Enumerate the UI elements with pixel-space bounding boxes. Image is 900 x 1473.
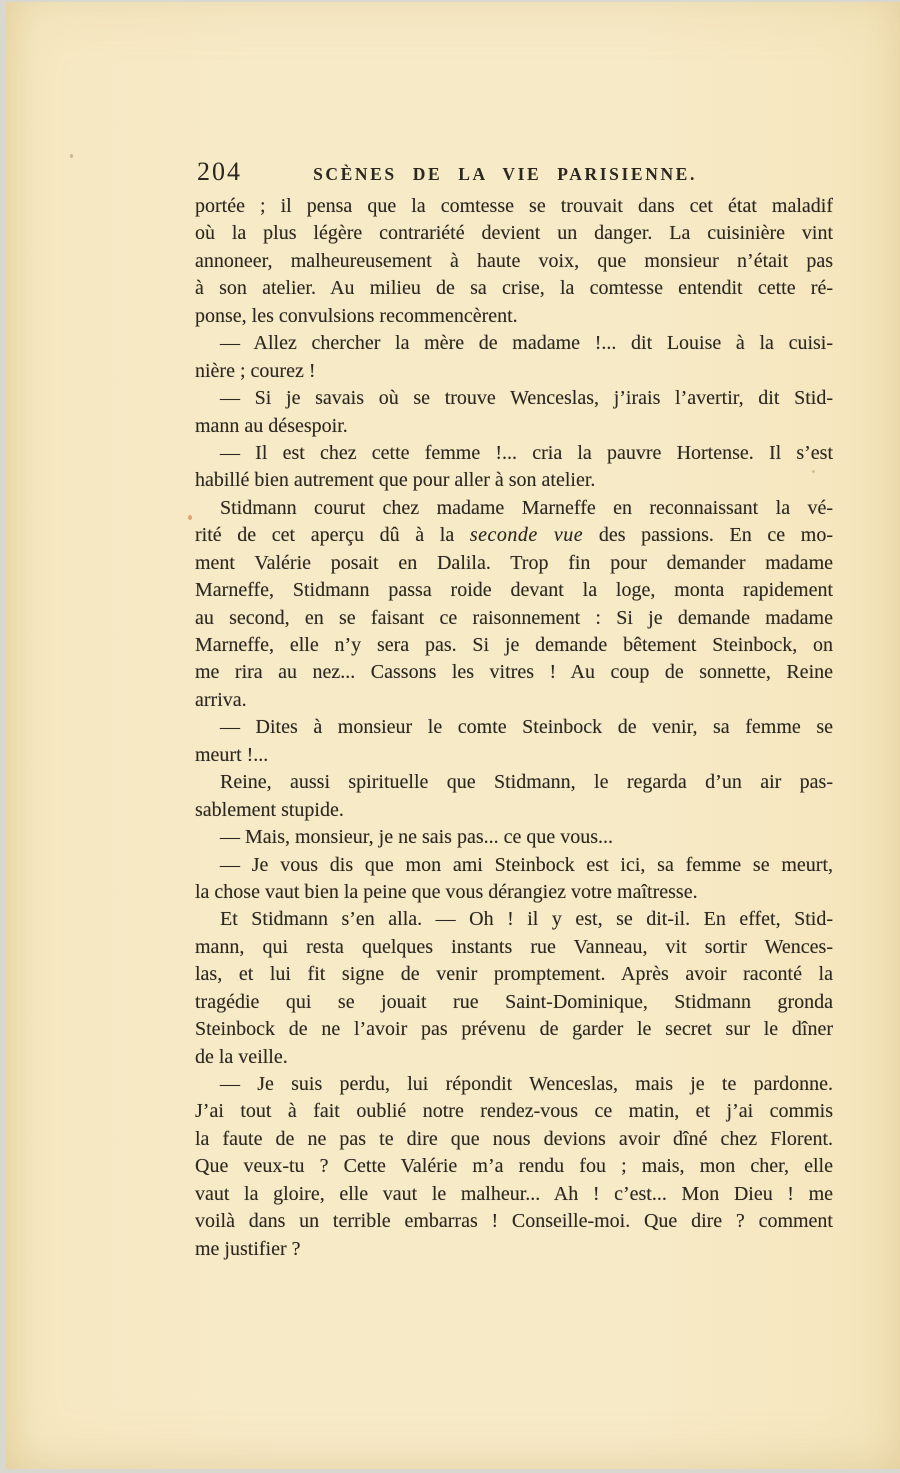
paragraph: [195, 714, 833, 769]
text-line: Reine, aussi spirituelle que Stidmann, le regarda d’un air pas-: [220, 771, 833, 794]
running-title: SCÈNES DE LA VIE PARISIENNE.: [313, 164, 697, 184]
text-line: portée ; il pensa que la comtesse se trouvait dans cet état maladif: [195, 195, 833, 217]
text-line: habillé bien autrement que pour aller à son atelier.: [195, 469, 596, 492]
paper-speck: [70, 154, 73, 158]
paragraph: [195, 330, 833, 385]
text-line: — Dites à monsieur le comte Steinbock de venir, sa femme se: [220, 716, 833, 739]
page-header: [195, 158, 833, 188]
text-line: Que veux-tu ? Cette Valérie m’a rendu fou ; mais, mon cher, elle: [195, 1155, 833, 1178]
text-line: nière ; courez !: [195, 359, 316, 382]
paragraph: [195, 495, 833, 715]
text-line: las, et lui fit signe de venir promptement. Après avoir raconté la: [195, 963, 833, 986]
text-line: me rira au nez... Cassons les vitres ! Au coup de sonnette, Reine: [195, 661, 833, 684]
text-line: Et Stidmann s’en alla. — Oh ! il y est, se dit-il. En effet, Stid-: [220, 908, 833, 931]
paper-speck: [188, 515, 192, 520]
text-line: — Allez chercher la mère de madame !... dit Louise à la cuisi-: [220, 332, 833, 355]
text-line: — Mais, monsieur, je ne sais pas... ce que vous...: [220, 826, 614, 849]
text-line: mann au désespoir.: [195, 414, 348, 437]
text-line: à son atelier. Au milieu de sa crise, la comtesse entendit cette ré-: [195, 277, 833, 300]
text-line: — Je suis perdu, lui répondit Wenceslas, mais je te pardonne.: [220, 1073, 833, 1095]
text-line: tragédie qui se jouait rue Saint-Dominique, Stidmann gronda: [195, 990, 833, 1013]
paragraph: [195, 852, 833, 907]
paragraph: [195, 1071, 833, 1263]
paragraph: [195, 769, 833, 824]
text-line: la chose vaut bien la peine que vous dérangiez votre maîtresse.: [195, 880, 698, 903]
text-line: sablement stupide.: [195, 798, 344, 821]
text-line: arriva.: [195, 688, 247, 711]
text-line: la faute de ne pas te dire que nous devions avoir dîné chez Florent.: [195, 1127, 833, 1150]
text-line: — Si je savais où se trouve Wenceslas, j’irais l’avertir, dit Stid-: [220, 387, 833, 410]
book-page: [6, 2, 900, 1469]
text-line: voilà dans un terrible embarras ! Conseille-moi. Que dire ? comment: [195, 1210, 833, 1233]
text-line: vaut la gloire, elle vaut le malheur... Ah ! c’est... Mon Dieu ! me: [195, 1182, 833, 1205]
text-line: Stidmann courut chez madame Marneffe en reconnaissant la vé-: [220, 496, 833, 519]
text-line: rité de cet aperçu dû à la seconde vue des passions. En ce mo-: [195, 524, 833, 547]
text-line: — Je vous dis que mon ami Steinbock est ici, sa femme se meurt,: [220, 853, 833, 876]
paragraph: [195, 440, 833, 495]
text-line: — Il est chez cette femme !... cria la pauvre Hortense. Il s’est: [220, 441, 833, 464]
text-line: de la veille.: [195, 1045, 288, 1068]
paragraph: [195, 824, 833, 851]
text-line: Marneffe, Stidmann passa roide devant la loge, monta rapidement: [195, 579, 833, 602]
text-line: annoneer, malheureusement à haute voix, que monsieur n’était pas: [195, 249, 833, 272]
text-line: meurt !...: [195, 743, 269, 766]
page-number: 204: [197, 157, 242, 186]
text-line: au second, en se faisant ce raisonnement : Si je demande madame: [195, 606, 833, 629]
text-line: où la plus légère contrariété devient un danger. La cuisinière vint: [195, 222, 833, 245]
text-line: mann, qui resta quelques instants rue Vanneau, vit sortir Wences-: [195, 935, 833, 958]
text-line: ponse, les convulsions recommencèrent.: [195, 304, 518, 327]
text-line: me justifier ?: [195, 1237, 301, 1260]
paragraph: [195, 193, 833, 330]
paragraph: [195, 906, 833, 1071]
text-line: Marneffe, elle n’y sera pas. Si je demande bêtement Steinbock, on: [195, 634, 833, 656]
text-line: J’ai tout à fait oublié notre rendez-vous ce matin, et j’ai commis: [195, 1100, 833, 1123]
paragraph: [195, 385, 833, 440]
text-line: ment Valérie posait en Dalila. Trop fin pour demander madame: [195, 551, 833, 574]
text-line: Steinbock de ne l’avoir pas prévenu de garder le secret sur le dîner: [195, 1018, 833, 1041]
text-block: [195, 193, 833, 1263]
